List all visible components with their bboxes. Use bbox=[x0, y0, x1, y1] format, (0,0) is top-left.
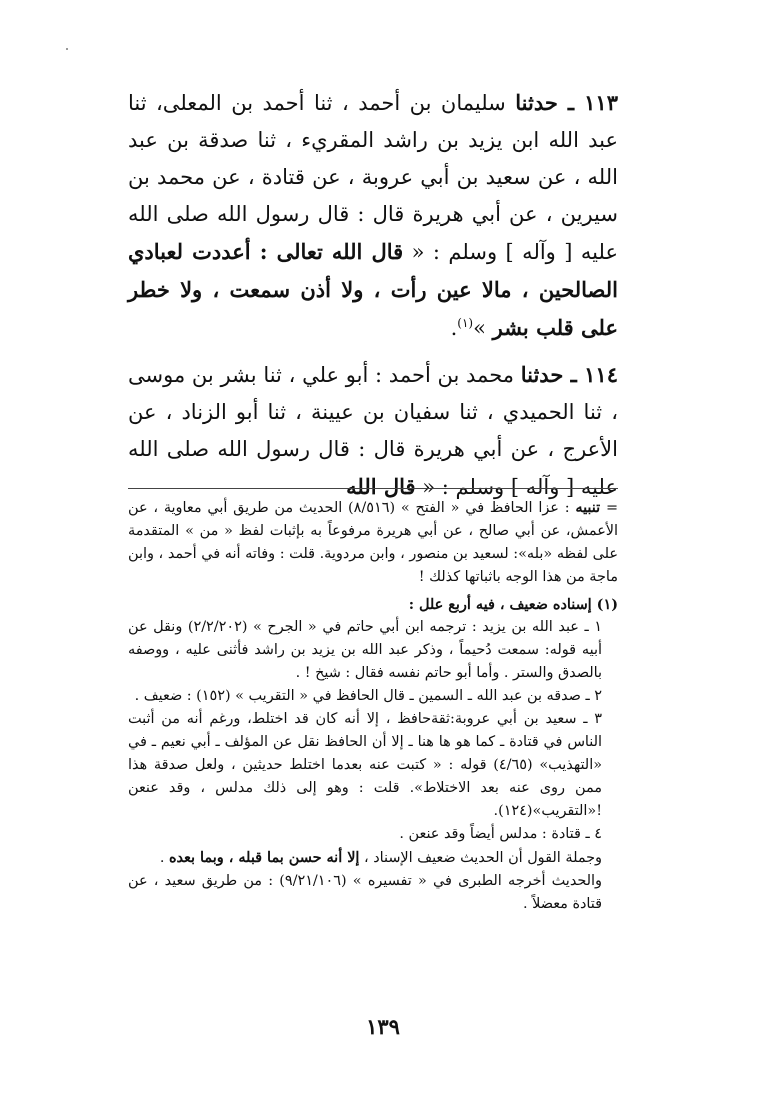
scan-speck bbox=[66, 48, 68, 50]
tanbih-text: : عزا الحافظ في « الفتح » (٨/٥١٦) الحديث من طريق أبي معاوية ، عن الأعمش، عن أبي صالح ، عن أبي هريرة مرفوعاً به بإثبات لفظ « من » المتقدمة على لفظه «بله»: لسعيد بن منصور ، وابن مردوية. قلت : وفاته أنه في أحمد ، وابن ماجة من هذا الوجه باثباتها كذلك ! bbox=[128, 500, 618, 585]
summary-end: . bbox=[159, 850, 169, 866]
footnote-summary bbox=[128, 846, 618, 870]
hadith-113 bbox=[128, 84, 618, 347]
tanbih-note bbox=[128, 496, 618, 589]
footnote-1-item-2: ٢ ـ صدقه بن عبد الله ـ السمين ـ قال الحافظ في « التقريب » (١٥٢) : ضعيف . bbox=[134, 688, 602, 704]
tanbih-label: تنبيه bbox=[575, 499, 601, 516]
footnote-tabari: والحديث أخرجه الطبرى في « تفسيره » (٩/٢١/١٠٦) : من طريق سعيد ، عن قتادة معضلاً . bbox=[128, 873, 602, 912]
footnote-divider bbox=[128, 488, 618, 489]
hadith-number: ١١٣ ـ حدثنا bbox=[515, 90, 618, 115]
hadith-number: ١١٤ ـ حدثنا bbox=[520, 362, 618, 387]
summary-text: وجملة القول أن الحديث ضعيف الإسناد ، bbox=[359, 850, 602, 866]
isnad-text: سليمان بن أحمد ، ثنا أحمد بن المعلى، ثنا عبد الله ابن يزيد بن راشد المقريء ، ثنا صدقة بن عبد الله ، عن سعيد بن أبي عروبة ، عن قتادة ، عن محمد بن سيرين ، عن أبي هريرة قال : قال رسول الله صلى الله عليه [ وآله ] وسلم : « bbox=[128, 91, 618, 264]
footnote-1-item-1: ١ ـ عبد الله بن يزيد : ترجمه ابن أبي حاتم في « الجرح » (٢/٢/٢٠٢) ونقل عن أبيه قوله: سمعت دُحيماً ، وذكر عبد الله بن يزيد بن راشد فأثنى عليه ، ووصفه بالصدق والستر . وأما أبو حاتم نفسه فقال : شيخ ! . bbox=[128, 619, 603, 681]
hadith-quote: قال الله تعالى : أعددت لعبادي الصالحين ، مالا عين رأت ، ولا أذن سمعت ، ولا خطر على قلب بشر bbox=[128, 239, 618, 340]
footnote-1-heading: (١) إسناده ضعيف ، فيه أربع علل : bbox=[408, 596, 618, 613]
hadith-quote: قال الله bbox=[346, 474, 416, 499]
quote-close: » bbox=[473, 316, 493, 340]
continuation-mark: = bbox=[600, 500, 619, 516]
main-text bbox=[128, 84, 618, 506]
footnotes bbox=[128, 496, 618, 916]
summary-bold: إلا أنه حسن بما قبله ، وبما بعده bbox=[168, 849, 360, 866]
end-mark: . bbox=[450, 316, 458, 340]
footnote-1-item-3: ٣ ـ سعيد بن أبي عروبة:ثقةحافظ ، إلا أنه كان قد اختلط، ورغم أنه من أثبت الناس في قتادة ـ كما هو ها هنا ـ إلا أن الحافظ نقل عن المؤلف ـ أبي نعيم ـ في «التهذيب» (٤/٦٥) قوله : « كتبت عنه بعدما اختلط حديثين ، ولعل صدقة هذا ممن روى عنه بعد الاختلاط». قلت : وهو إلى ذلك مدلس ، وقد عنعن !«التقريب»(١٢٤). bbox=[128, 711, 602, 819]
isnad-text: محمد بن أحمد : أبو علي ، ثنا بشر بن موسى ، ثنا الحميدي ، ثنا سفيان بن عيينة ، ثنا أبو الزناد ، عن الأعرج ، عن أبي هريرة قال : قال رسول الله صلى الله عليه [ وآله ] وسلم : « bbox=[128, 363, 618, 499]
page-number: ١٣٩ bbox=[366, 1014, 400, 1039]
footnote-1-item-4: ٤ ـ قتادة : مدلس أيضاً وقد عنعن . bbox=[399, 826, 602, 842]
hadith-114 bbox=[128, 356, 618, 506]
footnote-ref: (١) bbox=[457, 316, 474, 330]
